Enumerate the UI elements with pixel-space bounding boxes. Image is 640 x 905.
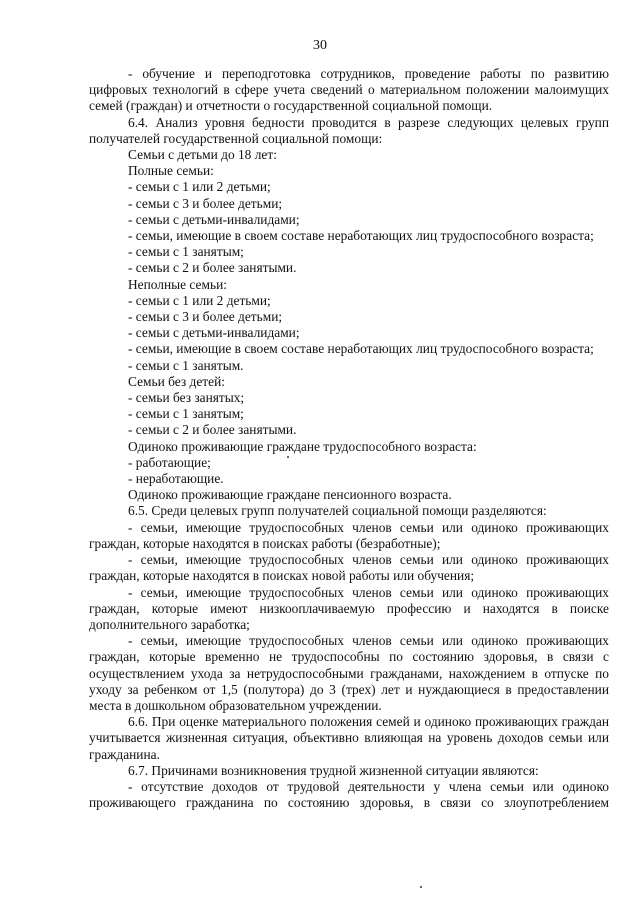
list-item: - семьи с 3 и более детьми;: [128, 195, 283, 211]
list-item: - семьи, имеющие трудоспособных членов семьи или одиноко проживающих граждан, которые имеют низкооплачиваемую профессию и находятся в поиске дополнительного заработка;: [89, 584, 609, 632]
list-item: - семьи с 3 и более детьми;: [128, 309, 283, 325]
list-item: - семьи, имеющие в своем составе неработающих лиц трудоспособного возраста;: [128, 341, 594, 357]
list-item: - семьи с 1 или 2 детьми;: [128, 179, 271, 195]
list-item: - семьи с 1 занятым;: [128, 406, 244, 422]
list-item: - семьи с 1 или 2 детьми;: [128, 292, 271, 308]
list-item: - семьи, имеющие трудоспособных членов семьи или одиноко проживающих граждан, которые временно не трудоспособны по состоянию здоровья, в связи с осуществлением ухода за нетрудоспособными гражданами, нахождением в отпуске по уходу за ребенком от 1,5 (полутора) до 3 (трех) лет и нуждающиеся в предоставлении места в дошкольном образовательном учреждении.: [89, 633, 609, 713]
paragraph-training: - обучение и переподготовка сотрудников, проведение работы по развитию цифровых технологий в сфере учета сведений о материальном положении малоимущих семей (граждан) и отчетности о государственной социальной помощи.: [89, 66, 609, 114]
list-item: - семьи, имеющие трудоспособных членов семьи или одиноко проживающих граждан, которые находятся в поисках новой работы или обучения;: [89, 552, 609, 584]
list-item: - семьи с 1 занятым;: [128, 244, 244, 260]
list-item: - семьи с детьми-инвалидами;: [128, 211, 300, 227]
paragraph-6-5: 6.5. Среди целевых групп получателей социальной помощи разделяются:: [128, 503, 547, 519]
list-item: - семьи с 1 занятым.: [128, 357, 244, 373]
list-item: - семьи с детьми-инвалидами;: [128, 325, 300, 341]
list-item: - семьи без занятых;: [128, 390, 245, 406]
list-item: - отсутствие доходов от трудовой деятельности у члена семьи или одиноко проживающего гражданина по состоянию здоровья, в связи со злоупотреблением: [89, 778, 609, 811]
paragraph-6-6: 6.6. При оценке материального положения семей и одиноко проживающих граждан учитывается жизненная ситуация, объективно влияющая на уровень доходов семьи или гражданина.: [89, 714, 609, 762]
heading-single-working-age: Одиноко проживающие граждане трудоспособного возраста:: [128, 438, 477, 454]
heading-single-pension-age: Одиноко проживающие граждане пенсионного возраста.: [128, 487, 452, 503]
heading-incomplete-families: Неполные семьи:: [128, 276, 227, 292]
paragraph-6-4: 6.4. Анализ уровня бедности проводится в разрезе следующих целевых групп получателей государственной социальной помощи:: [89, 114, 609, 146]
list-item: - семьи с 2 и более занятыми.: [128, 422, 297, 438]
document-body: [89, 66, 609, 811]
list-item: - семьи, имеющие в своем составе неработающих лиц трудоспособного возраста;: [128, 228, 594, 244]
heading-families-with-children: Семьи с детьми до 18 лет:: [128, 147, 277, 163]
list-item: - неработающие.: [128, 471, 224, 487]
scan-speck: [420, 886, 422, 888]
heading-families-without-children: Семьи без детей:: [128, 373, 225, 389]
page-number: 30: [313, 38, 327, 53]
paragraph-6-7: 6.7. Причинами возникновения трудной жизненной ситуации являются:: [128, 762, 539, 778]
list-item: - семьи, имеющие трудоспособных членов семьи или одиноко проживающих граждан, которые находятся в поисках работы (безработные);: [89, 519, 609, 551]
heading-complete-families: Полные семьи:: [128, 163, 214, 179]
scan-speck: [287, 456, 289, 458]
list-item: - работающие;: [128, 454, 211, 470]
list-item: - семьи с 2 и более занятыми.: [128, 260, 297, 276]
